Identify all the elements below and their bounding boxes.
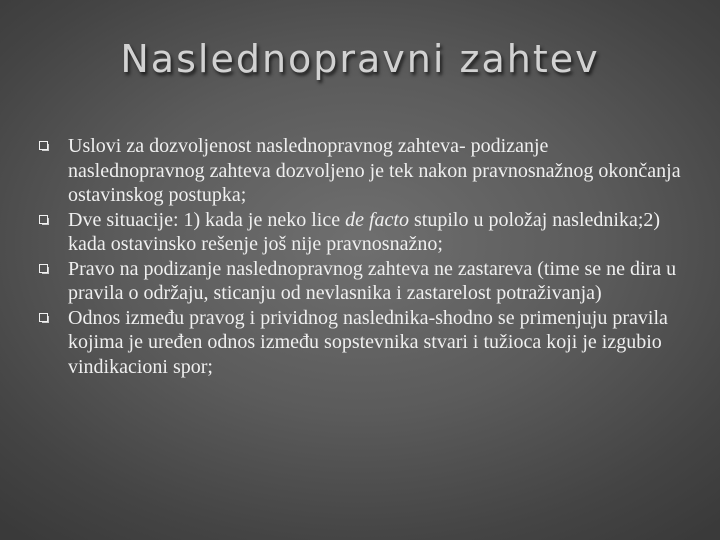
hollow-square-bullet-icon [39, 141, 48, 150]
hollow-square-bullet-icon [39, 264, 48, 273]
bullet-text: Uslovi za dozvoljenost naslednopravnog zahteva- podizanje naslednopravnog zahteva dozvoljeno je tek nakon pravnosnažnog okončanja ostavinskog postupka; [68, 135, 681, 206]
hollow-square-bullet-icon [39, 215, 48, 224]
bullet-text-after: stupilo u položaj naslednika;2) kada ostavinsko rešenje još nije pravnosnažno; [68, 208, 661, 255]
bullet-text: Pravo na podizanje naslednopravnog zahteva ne zastareva (time se ne dira u pravila o održaju, sticanju od nevlasnika i zastarelost potraživanja) [68, 257, 677, 304]
bullet-item [38, 306, 686, 380]
bullet-text: Odnos između pravog i prividnog naslednika-shodno se primenjuju pravila kojima je uređen odnos između sopstevnika stvari i tužioca koji je izgubio vindikacioni spor; [68, 306, 668, 378]
bullet-item [38, 134, 686, 208]
bullet-text-before: Dve situacije: 1) kada je neko lice [68, 208, 346, 231]
bullet-list [38, 134, 686, 379]
hollow-square-bullet-icon [39, 313, 48, 322]
bullet-item [38, 257, 686, 306]
slide-title: Naslednopravni zahtev [120, 37, 600, 81]
bullet-text-emphasis: de facto [345, 208, 409, 231]
bullet-item [38, 208, 686, 257]
